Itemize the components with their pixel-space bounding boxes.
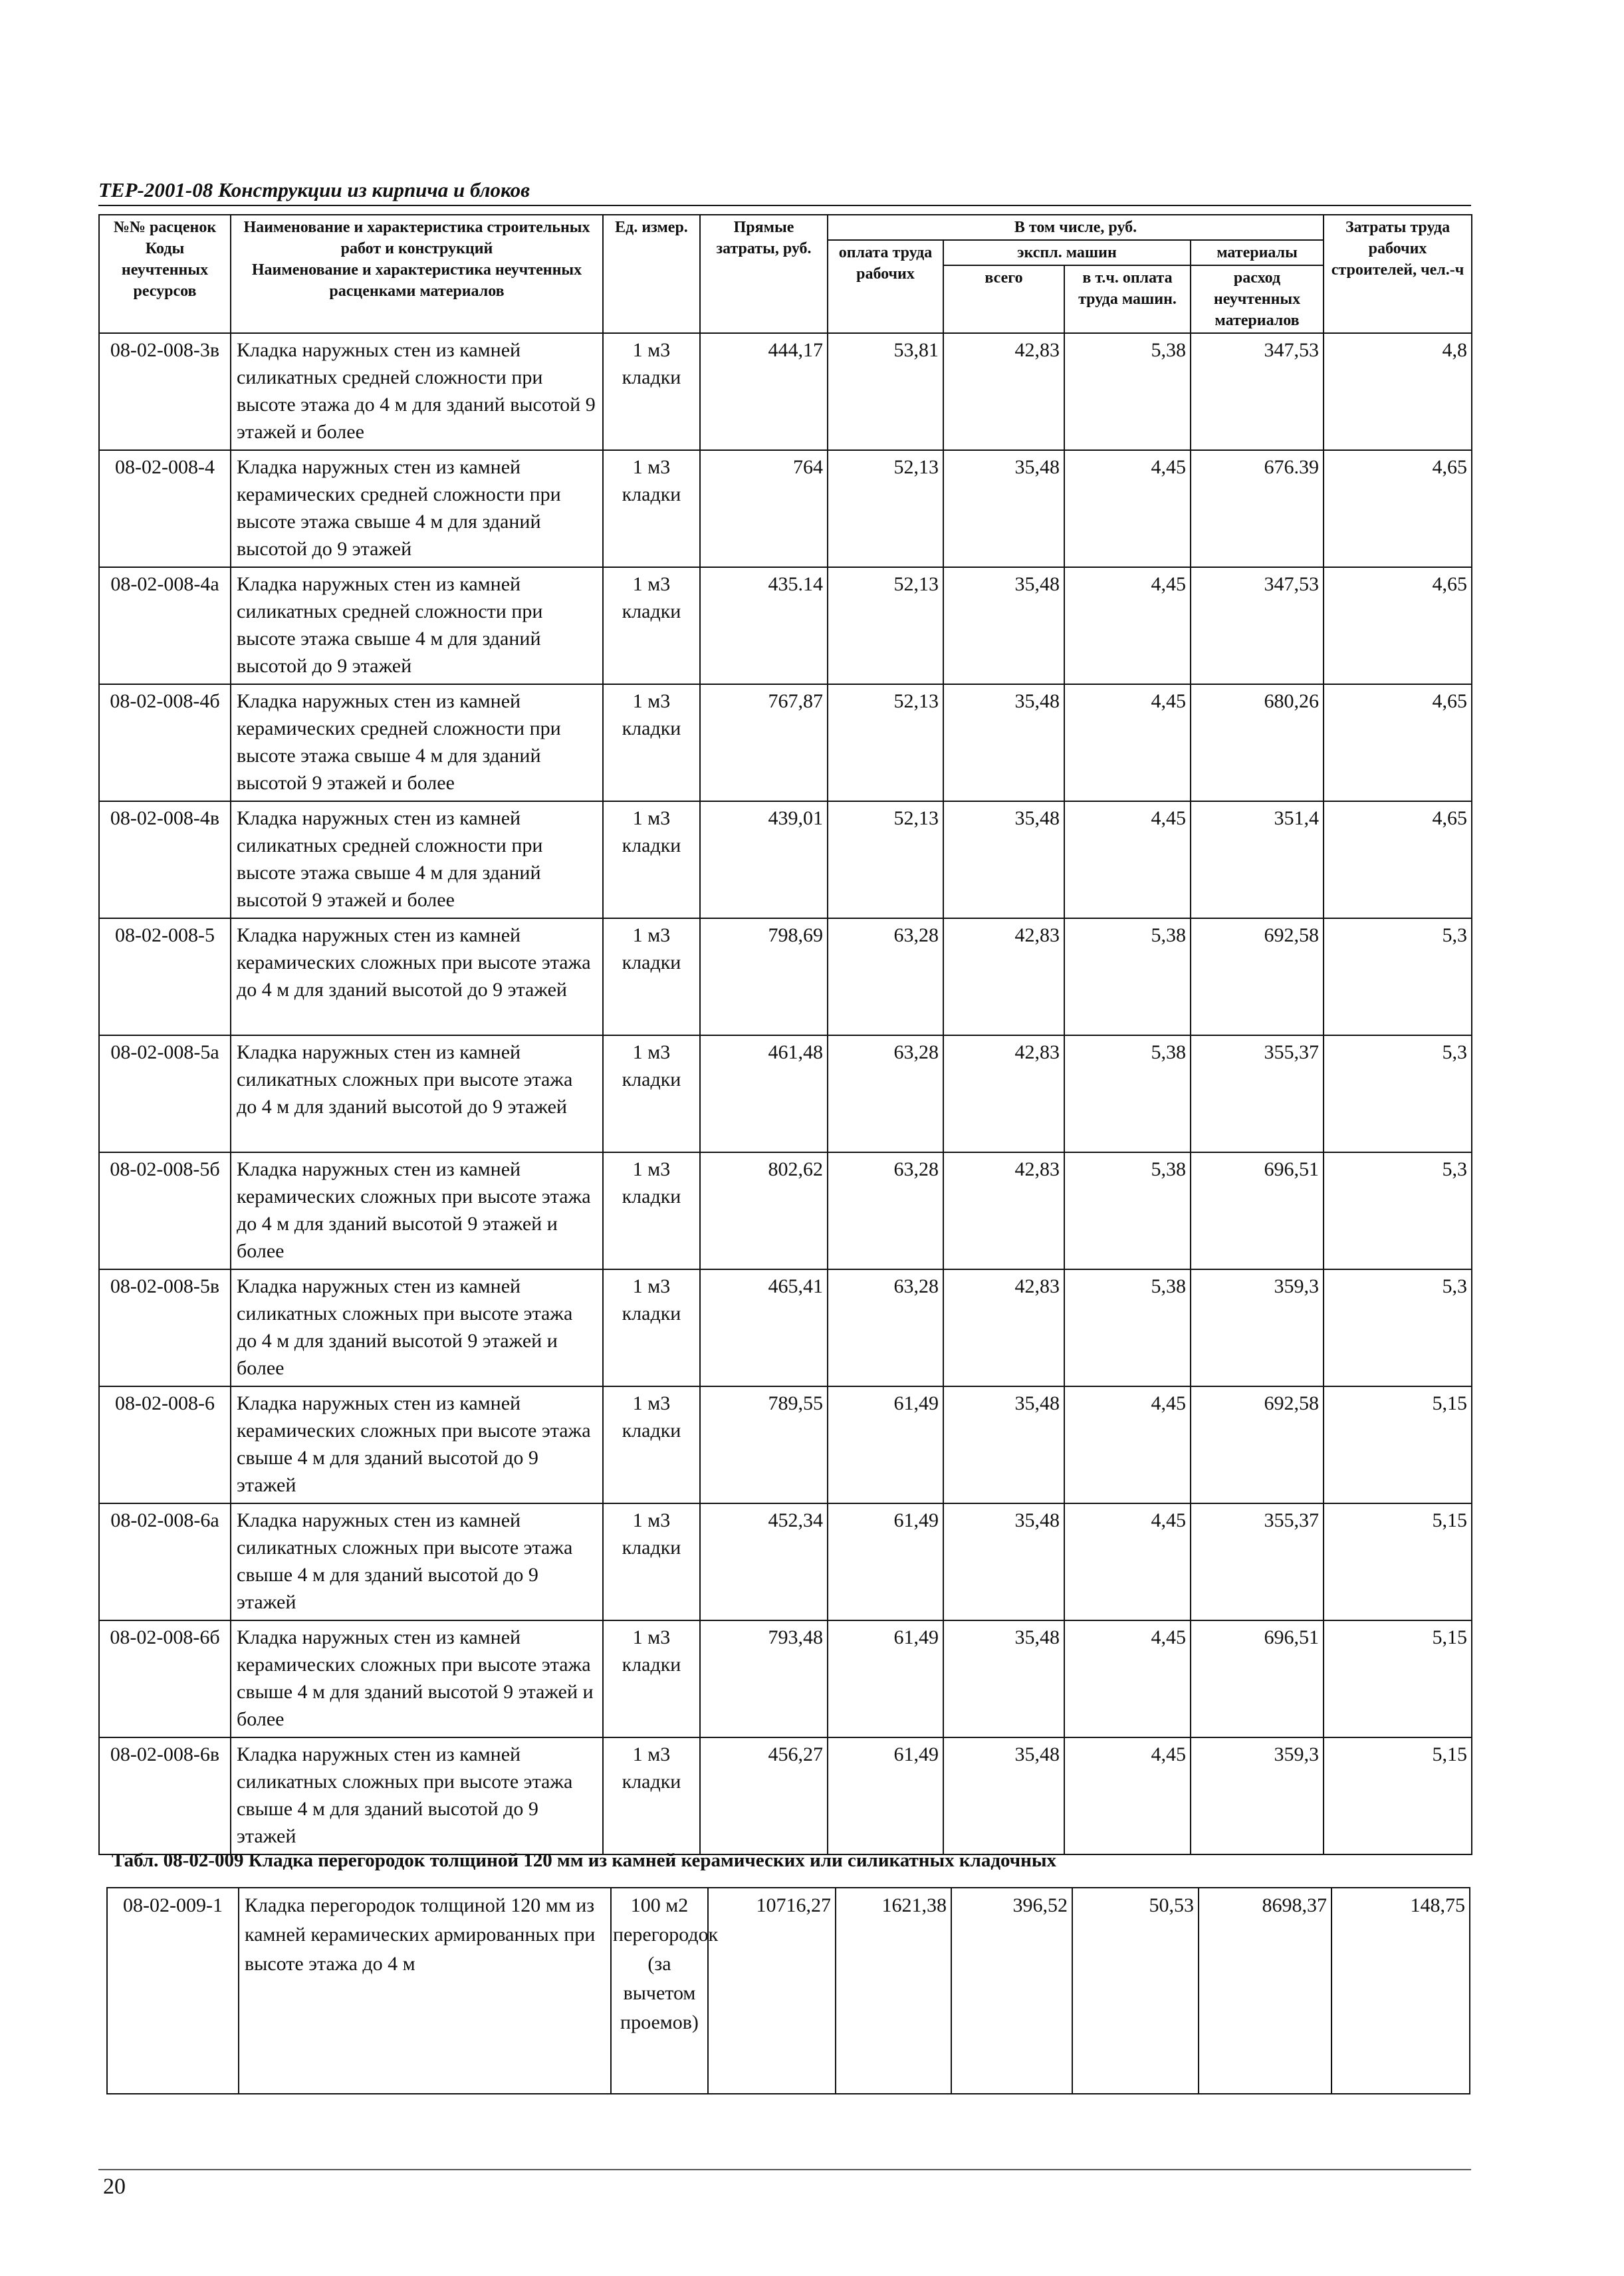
- machine-labor-cost: 4,45: [1064, 684, 1191, 801]
- table-row: [99, 1620, 1472, 1737]
- labor-hours: 4,65: [1324, 684, 1472, 801]
- table-row: [99, 333, 1472, 450]
- labor-hours: 4,8: [1324, 333, 1472, 450]
- labor-hours: 5,15: [1324, 1620, 1472, 1737]
- rate-code: 08-02-008-4: [99, 450, 231, 567]
- materials-cost: 355,37: [1191, 1503, 1324, 1620]
- machine-cost: 35,48: [943, 1503, 1064, 1620]
- direct-cost: 789,55: [700, 1386, 828, 1503]
- materials-cost: 696,51: [1191, 1152, 1324, 1269]
- rate-unit: 1 м3 кладки: [603, 1503, 700, 1620]
- col-header-direct: Прямые затраты, руб.: [700, 215, 828, 333]
- labor-cost: 52,13: [828, 567, 943, 684]
- rate-name: Кладка наружных стен из камней силикатных сложных при высоте этажа свыше 4 м для зданий высотой до 9 этажей: [231, 1737, 603, 1854]
- machine-labor-cost: 5,38: [1064, 918, 1191, 1035]
- labor-hours: 4,65: [1324, 567, 1472, 684]
- rate-code: 08-02-008-6а: [99, 1503, 231, 1620]
- labor-hours: 5,3: [1324, 1152, 1472, 1269]
- direct-cost: 439,01: [700, 801, 828, 918]
- materials-cost: 355,37: [1191, 1035, 1324, 1152]
- direct-cost: 465,41: [700, 1269, 828, 1386]
- labor-hours: 148,75: [1332, 1888, 1470, 2094]
- materials-cost: 692,58: [1191, 1386, 1324, 1503]
- labor-cost: 63,28: [828, 1152, 943, 1269]
- labor-cost: 52,13: [828, 801, 943, 918]
- table-row: [99, 801, 1472, 918]
- rate-code: 08-02-008-4б: [99, 684, 231, 801]
- labor-cost: 53,81: [828, 333, 943, 450]
- rate-unit: 1 м3 кладки: [603, 1035, 700, 1152]
- labor-hours: 4,65: [1324, 801, 1472, 918]
- header-divider: [98, 205, 1471, 206]
- rate-unit: 1 м3 кладки: [603, 1386, 700, 1503]
- labor-hours: 5,3: [1324, 1035, 1472, 1152]
- col-header-name: Наименование и характеристика строительных работ и конструкций Наименование и характеристика неучтенных расценками материалов: [231, 215, 603, 333]
- direct-cost: 452,34: [700, 1503, 828, 1620]
- rate-name: Кладка наружных стен из камней керамических сложных при высоте этажа свыше 4 м для зданий высотой 9 этажей и более: [231, 1620, 603, 1737]
- machine-cost: 42,83: [943, 333, 1064, 450]
- rate-code: 08-02-008-6в: [99, 1737, 231, 1854]
- machine-cost: 35,48: [943, 1386, 1064, 1503]
- page-header-title: ТЕР-2001-08 Конструкции из кирпича и блоков: [98, 178, 530, 201]
- labor-hours: 5,15: [1324, 1386, 1472, 1503]
- partition-rates-table: [106, 1887, 1470, 2094]
- rate-unit: 1 м3 кладки: [603, 684, 700, 801]
- rate-code: 08-02-009-1: [107, 1888, 239, 2094]
- direct-cost: 461,48: [700, 1035, 828, 1152]
- rate-code: 08-02-008-6б: [99, 1620, 231, 1737]
- rate-name: Кладка наружных стен из камней керамических сложных при высоте этажа свыше 4 м для зданий высотой до 9 этажей: [231, 1386, 603, 1503]
- table-row: [99, 1269, 1472, 1386]
- machine-cost: 35,48: [943, 801, 1064, 918]
- page-number: 20: [103, 2174, 126, 2199]
- table-row: [99, 1035, 1472, 1152]
- footer-divider: [98, 2169, 1471, 2170]
- labor-cost: 63,28: [828, 918, 943, 1035]
- machine-cost: 35,48: [943, 1620, 1064, 1737]
- rate-code: 08-02-008-6: [99, 1386, 231, 1503]
- machine-labor-cost: 4,45: [1064, 450, 1191, 567]
- rate-name: Кладка наружных стен из камней силикатных средней сложности при высоте этажа свыше 4 м для зданий высотой до 9 этажей: [231, 567, 603, 684]
- col-header-hours: Затраты труда рабочих строителей, чел.-ч: [1324, 215, 1472, 333]
- machine-labor-cost: 50,53: [1072, 1888, 1199, 2094]
- machine-labor-cost: 4,45: [1064, 567, 1191, 684]
- col-group-machines: экспл. машин: [943, 240, 1191, 265]
- rate-name: Кладка наружных стен из камней силикатных сложных при высоте этажа до 4 м для зданий высотой 9 этажей и более: [231, 1269, 603, 1386]
- col-header-unit: Ед. измер.: [603, 215, 700, 333]
- col-header-code: №№ расценок Коды неучтенных ресурсов: [99, 215, 231, 333]
- rate-name: Кладка наружных стен из камней силикатных средней сложности при высоте этажа до 4 м для зданий высотой 9 этажей и более: [231, 333, 603, 450]
- col-header-labor: оплата труда рабочих: [828, 240, 943, 333]
- table-row: [99, 567, 1472, 684]
- machine-labor-cost: 5,38: [1064, 1152, 1191, 1269]
- materials-cost: 359,3: [1191, 1737, 1324, 1854]
- rate-unit: 1 м3 кладки: [603, 1737, 700, 1854]
- labor-cost: 52,13: [828, 450, 943, 567]
- materials-cost: 8698,37: [1199, 1888, 1332, 2094]
- rate-code: 08-02-008-5б: [99, 1152, 231, 1269]
- rate-unit: 1 м3 кладки: [603, 918, 700, 1035]
- direct-cost: 798,69: [700, 918, 828, 1035]
- labor-hours: 5,15: [1324, 1737, 1472, 1854]
- table-row: [99, 1386, 1472, 1503]
- rate-unit: 1 м3 кладки: [603, 1269, 700, 1386]
- labor-cost: 61,49: [828, 1737, 943, 1854]
- col-header-mach-labor: в т.ч. оплата труда машин.: [1064, 265, 1191, 333]
- machine-cost: 396,52: [951, 1888, 1072, 2094]
- table-caption: Табл. 08-02-009 Кладка перегородок толщиной 120 мм из камней керамических или силикатных кладочных: [112, 1850, 1056, 1871]
- rate-name: Кладка наружных стен из камней керамических средней сложности при высоте этажа свыше 4 м для зданий высотой до 9 этажей: [231, 450, 603, 567]
- machine-cost: 35,48: [943, 567, 1064, 684]
- machine-cost: 42,83: [943, 1269, 1064, 1386]
- materials-cost: 680,26: [1191, 684, 1324, 801]
- rate-unit: 1 м3 кладки: [603, 801, 700, 918]
- materials-cost: 359,3: [1191, 1269, 1324, 1386]
- machine-labor-cost: 4,45: [1064, 1620, 1191, 1737]
- rate-unit: 1 м3 кладки: [603, 450, 700, 567]
- rate-unit: 100 м2 перегородок (за вычетом проемов): [611, 1888, 708, 2094]
- labor-cost: 61,49: [828, 1620, 943, 1737]
- table-row: [107, 1888, 1470, 2094]
- machine-labor-cost: 5,38: [1064, 1035, 1191, 1152]
- rate-code: 08-02-008-5а: [99, 1035, 231, 1152]
- direct-cost: 802,62: [700, 1152, 828, 1269]
- labor-hours: 4,65: [1324, 450, 1472, 567]
- rate-unit: 1 м3 кладки: [603, 1620, 700, 1737]
- rate-unit: 1 м3 кладки: [603, 333, 700, 450]
- rate-code: 08-02-008-4а: [99, 567, 231, 684]
- machine-labor-cost: 4,45: [1064, 801, 1191, 918]
- labor-cost: 63,28: [828, 1035, 943, 1152]
- col-header-materials: расход неучтенных материалов: [1191, 265, 1324, 333]
- rate-code: 08-02-008-5в: [99, 1269, 231, 1386]
- machine-cost: 35,48: [943, 1737, 1064, 1854]
- rate-code: 08-02-008-4в: [99, 801, 231, 918]
- col-group-materials: материалы: [1191, 240, 1324, 265]
- machine-labor-cost: 4,45: [1064, 1503, 1191, 1620]
- machine-cost: 42,83: [943, 918, 1064, 1035]
- materials-cost: 351,4: [1191, 801, 1324, 918]
- labor-cost: 61,49: [828, 1386, 943, 1503]
- machine-cost: 42,83: [943, 1152, 1064, 1269]
- labor-cost: 63,28: [828, 1269, 943, 1386]
- rate-name: Кладка наружных стен из камней силикатных средней сложности при высоте этажа свыше 4 м для зданий высотой 9 этажей и более: [231, 801, 603, 918]
- direct-cost: 456,27: [700, 1737, 828, 1854]
- table-row: [99, 684, 1472, 801]
- machine-labor-cost: 5,38: [1064, 1269, 1191, 1386]
- direct-cost: 793,48: [700, 1620, 828, 1737]
- labor-cost: 52,13: [828, 684, 943, 801]
- direct-cost: 764: [700, 450, 828, 567]
- labor-hours: 5,3: [1324, 1269, 1472, 1386]
- rate-name: Кладка наружных стен из камней керамических средней сложности при высоте этажа свыше 4 м для зданий высотой 9 этажей и более: [231, 684, 603, 801]
- table-body: [99, 333, 1472, 1854]
- rate-unit: 1 м3 кладки: [603, 1152, 700, 1269]
- materials-cost: 347,53: [1191, 333, 1324, 450]
- rate-name: Кладка наружных стен из камней силикатных сложных при высоте этажа до 4 м для зданий высотой до 9 этажей: [231, 1035, 603, 1152]
- rate-name: Кладка перегородок толщиной 120 мм из камней керамических армированных при высоте этажа до 4 м: [239, 1888, 611, 2094]
- col-group-header: В том числе, руб.: [828, 215, 1324, 240]
- direct-cost: 767,87: [700, 684, 828, 801]
- machine-cost: 35,48: [943, 684, 1064, 801]
- materials-cost: 676.39: [1191, 450, 1324, 567]
- rate-code: 08-02-008-3в: [99, 333, 231, 450]
- labor-cost: 1621,38: [836, 1888, 951, 2094]
- rates-table: [98, 214, 1472, 1855]
- materials-cost: 347,53: [1191, 567, 1324, 684]
- table-row: [99, 918, 1472, 1035]
- machine-cost: 35,48: [943, 450, 1064, 567]
- machine-cost: 42,83: [943, 1035, 1064, 1152]
- labor-hours: 5,3: [1324, 918, 1472, 1035]
- col-header-mach-total: всего: [943, 265, 1064, 333]
- machine-labor-cost: 4,45: [1064, 1737, 1191, 1854]
- table-row: [99, 1503, 1472, 1620]
- machine-labor-cost: 5,38: [1064, 333, 1191, 450]
- direct-cost: 10716,27: [708, 1888, 836, 2094]
- rate-code: 08-02-008-5: [99, 918, 231, 1035]
- direct-cost: 444,17: [700, 333, 828, 450]
- rate-name: Кладка наружных стен из камней керамических сложных при высоте этажа до 4 м для зданий высотой до 9 этажей: [231, 918, 603, 1035]
- rate-unit: 1 м3 кладки: [603, 567, 700, 684]
- machine-labor-cost: 4,45: [1064, 1386, 1191, 1503]
- rate-name: Кладка наружных стен из камней силикатных сложных при высоте этажа свыше 4 м для зданий высотой до 9 этажей: [231, 1503, 603, 1620]
- rate-name: Кладка наружных стен из камней керамических сложных при высоте этажа до 4 м для зданий высотой 9 этажей и более: [231, 1152, 603, 1269]
- labor-hours: 5,15: [1324, 1503, 1472, 1620]
- table-row: [99, 1152, 1472, 1269]
- labor-cost: 61,49: [828, 1503, 943, 1620]
- table-header: [99, 215, 1472, 333]
- direct-cost: 435.14: [700, 567, 828, 684]
- table-row: [99, 450, 1472, 567]
- table-row: [99, 1737, 1472, 1854]
- materials-cost: 696,51: [1191, 1620, 1324, 1737]
- materials-cost: 692,58: [1191, 918, 1324, 1035]
